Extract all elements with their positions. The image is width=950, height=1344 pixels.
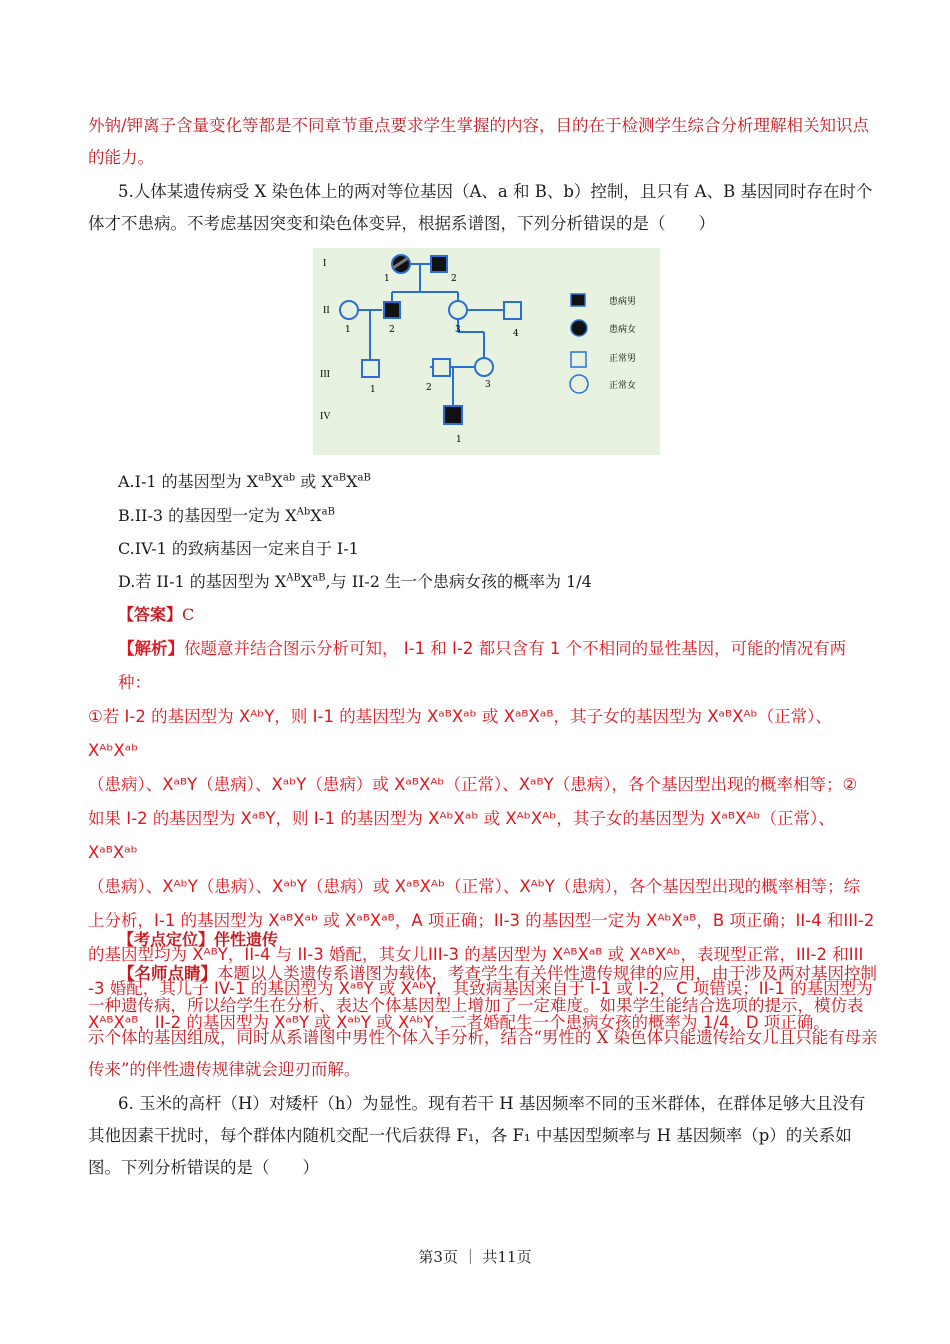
option-D: D.若 II-1 的基因型为 $X^{AB}X^{aB}$,与 II-2 生一个患病女孩的概率为 1/4 <box>118 572 592 591</box>
legend-normal-male: 正常男 <box>609 354 637 364</box>
label-II-3: 3 <box>455 325 461 335</box>
individual-II-3-normal-female <box>449 301 467 319</box>
generation-label-IV: IV <box>320 411 331 422</box>
individual-I-2-affected-male <box>431 256 447 272</box>
label-II-2: 2 <box>389 325 395 335</box>
pedigree-svg <box>313 248 660 455</box>
generation-label-I: I <box>323 258 327 269</box>
legend-affected-male-symbol <box>571 294 585 306</box>
legend-affected-female-symbol <box>571 320 587 336</box>
option-B: B.II-3 的基因型一定为 $X^{Ab}X^{aB}$ <box>118 506 335 525</box>
label-II-1: 1 <box>345 325 351 335</box>
analysis-line-1: 【解析】依题意并结合图示分析可知， I-1 和 I-2 都只含有 1 个不相同的显性基因，可能的情况有两种： <box>118 639 847 692</box>
kaodian-value: 伴性遗传 <box>214 930 279 949</box>
individual-II-1-normal-female <box>340 301 358 319</box>
label-II-4: 4 <box>513 329 519 339</box>
answer-line <box>118 603 194 627</box>
analysis-line-7: 的基因型均为 XᴬᴮY，II-4 与 II-3 婚配，其女儿III-3 的基因型为 XᴬᴮXᵃᴮ 或 XᴬᴮXᴬᵇ，表现型正常，III-2 和III <box>88 945 864 964</box>
analysis-line-5: （患病）、XᴬᵇY（患病）、XᵃᵇY（患病）或 XᵃᴮXᴬᵇ（正常）、XᴬᵇY（患病），各个基因型出现的概率相等；综 <box>88 877 861 896</box>
intro-continuation: 外钠/钾离子含量变化等都是不同章节重点要求学生掌握的内容，目的在于检测学生综合分析理解相关知识点的能力。 <box>88 116 870 167</box>
generation-label-III: III <box>320 369 330 380</box>
individual-III-1-normal-male <box>362 360 379 377</box>
analysis-line-9: XᴬᴮXᵃᴮ，II-2 的基因型为 XᵃᴮY 或 XᵃᵇY 或 XᴬᵇY，二者婚配生一个患病女孩的概率为 1/4，D 项正确。 <box>88 1013 830 1032</box>
individual-IV-1-affected-male <box>444 406 462 424</box>
question5-stem: 5.人体某遗传病受 X 染色体上的两对等位基因（A、a 和 B、b）控制，且只有 A、B 基因同时存在时个体才不患病。不考虑基因突变和染色体变异，根据系谱图，下列分析错误的是（ ） <box>88 182 873 233</box>
analysis-line-3: （患病）、XᵃᴮY（患病）、XᵃᵇY（患病）或 XᵃᴮXᴬᵇ（正常）、XᵃᴮY（患病），各个基因型出现的概率相等；② <box>88 775 858 794</box>
label-III-1: 1 <box>370 385 376 395</box>
page-footer: 第3页 ｜ 共11页 <box>418 1248 532 1266</box>
individual-III-2-normal-male <box>433 359 450 376</box>
label-I-2: 2 <box>451 274 457 284</box>
legend-normal-male-symbol <box>571 352 586 367</box>
analysis-line-4: 如果 I-2 的基因型为 XᵃᴮY，则 I-1 的基因型为 XᴬᵇXᵃᵇ 或 XᴬᵇXᴬᵇ，其子女的基因型为 XᵃᴮXᴬᵇ（正常）、XᵃᴮXᵃᵇ <box>88 809 835 862</box>
label-IV-1: 1 <box>456 435 462 445</box>
generation-label-II: II <box>323 305 330 316</box>
pedigree-figure <box>313 248 660 455</box>
analysis-line-8: -3 婚配，其儿子 IV-1 的基因型为 XᵃᴮY 或 XᴬᵇY，其致病基因来自于 I-1 或 I-2，C 项错误；II-1 的基因型为 <box>88 979 873 998</box>
question6-stem: 6. 玉米的高杆（H）对矮杆（h）为显性。现有若干 H 基因频率不同的玉米群体，在群体足够大且没有其他因素干扰时，每个群体内随机交配一代后获得 F₁，各 F₁ 中基因型频率与 H 基因频率（p）的关系如图。下列分析错误的是（ ） <box>88 1094 866 1177</box>
kaodian-line <box>118 928 278 952</box>
analysis-line-6: 上分析，I-1 的基因型为 XᵃᴮXᵃᵇ 或 XᵃᴮXᵃᴮ，A 项正确；II-3 的基因型一定为 XᴬᵇXᵃᴮ，B 项正确；II-4 和III-2 <box>88 911 875 930</box>
label-I-1: 1 <box>384 274 390 284</box>
legend-affected-female: 患病女 <box>609 325 637 335</box>
individual-III-3-normal-female <box>475 358 493 376</box>
individual-II-2-affected-male <box>384 302 400 318</box>
analysis-line-2: ①若 I-2 的基因型为 XᴬᵇY，则 I-1 的基因型为 XᵃᴮXᵃᵇ 或 XᵃᴮXᵃᴮ，其子女的基因型为 XᵃᴮXᴬᵇ（正常）、XᴬᵇXᵃᵇ <box>88 707 832 760</box>
legend-normal-female: 正常女 <box>609 381 637 391</box>
option-C: C.IV-1 的致病基因一定来自于 I-1 <box>118 539 359 558</box>
label-III-3: 3 <box>485 380 491 390</box>
answer-label: 【答案】 <box>118 605 183 624</box>
option-A: A.I-1 的基因型为 $X^{aB}X^{ab}$ 或 $X^{aB}X^{aB}$ <box>118 472 371 491</box>
answer-value: C <box>182 605 195 624</box>
mingshi-paragraph: 【名师点睛】本题以人类遗传系谱图为载体，考查学生有关伴性遗传规律的应用，由于涉及两对基因控制一种遗传病，所以给学生在分析、表达个体基因型上增加了一定难度。如果学生能结合选项的提示，模仿表示个体的基因组成，同时从系谱图中男性个体入手分析，结合“男性的 X 染色体只能遗传给女儿且只能有母亲传来”的伴性遗传规律就会迎刃而解。 <box>88 964 878 1079</box>
legend-affected-male: 患病男 <box>609 297 637 307</box>
kaodian-label: 【考点定位】 <box>118 930 215 949</box>
label-III-2: 2 <box>426 383 432 393</box>
legend-normal-female-symbol <box>570 375 588 393</box>
individual-II-4-normal-male <box>504 302 521 319</box>
